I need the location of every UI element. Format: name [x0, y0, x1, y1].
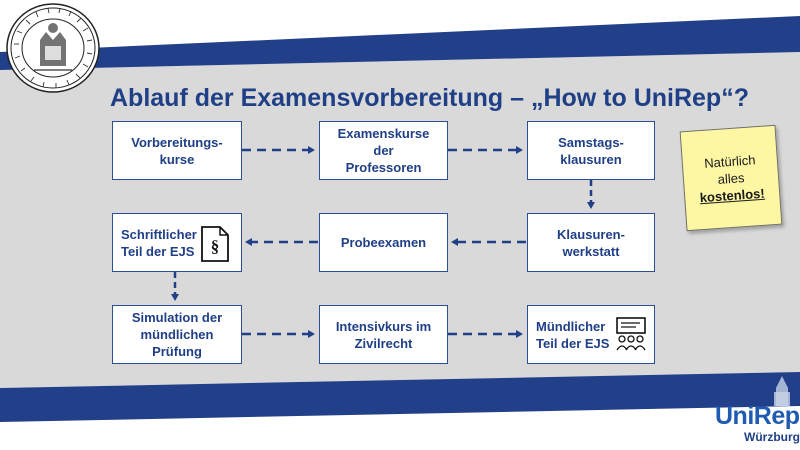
box-probeexamen: [319, 213, 448, 272]
box-label: Simulation der mündlichen Prüfung: [131, 310, 223, 359]
box-samstagsklausuren: [527, 121, 655, 180]
box-label: Mündlicher Teil der EJS: [536, 318, 610, 351]
svg-text:§: §: [210, 237, 220, 256]
box-vorbereitungskurse: [112, 121, 242, 180]
presentation-audience-icon: [614, 317, 648, 353]
paragraph-document-icon: [200, 226, 230, 262]
box-schriftlicher-teil: [112, 213, 242, 272]
box-klausurenwerkstatt: [527, 213, 655, 272]
sticky-note: [680, 125, 783, 231]
box-label: Klausuren- werkstatt: [557, 226, 625, 259]
slide-title: Ablauf der Examensvorbereitung – „How to UniRep“?: [110, 84, 749, 112]
note-line-1: Natürlich: [703, 151, 756, 171]
note-line-2: alles: [717, 169, 745, 187]
logo-city: Würzburg: [744, 430, 800, 444]
box-simulation: [112, 305, 242, 364]
box-intensivkurs: [319, 305, 448, 364]
box-label: Schriftlicher Teil der EJS: [121, 226, 197, 259]
box-label: Probeexamen: [340, 235, 427, 250]
note-line-3: kostenlos!: [699, 185, 766, 205]
logo-name: UniRep: [715, 402, 800, 430]
box-muendlicher-teil: [527, 305, 655, 364]
box-examenskurse: [319, 121, 448, 180]
box-label: Examenskurse der Professoren: [337, 126, 430, 175]
box-label: Vorbereitungs- kurse: [131, 134, 223, 167]
box-label: Intensivkurs im Zivilrecht: [335, 318, 432, 351]
box-label: Samstags- klausuren: [558, 134, 624, 167]
